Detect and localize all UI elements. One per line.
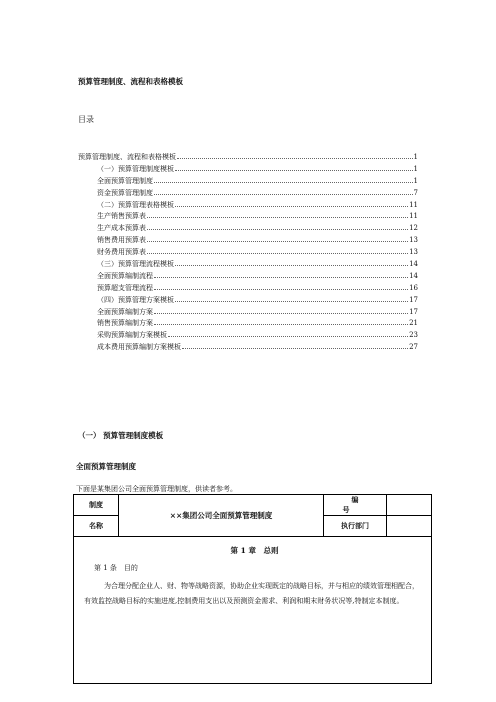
toc-entry[interactable] bbox=[78, 269, 418, 281]
toc-entry-page: 27 bbox=[409, 343, 418, 352]
toc-entry-page: 7 bbox=[413, 188, 418, 197]
toc-entry-page: 11 bbox=[409, 212, 418, 221]
toc-entry-label: 生产成本预算表 bbox=[97, 224, 146, 233]
toc-entry[interactable] bbox=[78, 221, 418, 233]
chapter-title: 第 1 章 总则 bbox=[230, 546, 279, 555]
intro-text: 下面是某集团公司全面预算管理制度，供读者参考。 bbox=[76, 485, 237, 493]
toc-entry[interactable] bbox=[78, 198, 418, 210]
toc-entry-label: 销售预算编制方案 bbox=[97, 319, 153, 328]
toc-heading: 目录 bbox=[78, 115, 94, 124]
toc-entry-page: 21 bbox=[409, 319, 418, 328]
document-title: 预算管理制度、流程和表格模板 bbox=[78, 77, 183, 86]
toc-entry-page: 23 bbox=[409, 331, 418, 340]
toc-entry-label: 预算超支管理流程 bbox=[97, 283, 153, 292]
section-heading: （一） 预算管理制度模板 bbox=[78, 431, 164, 440]
toc-entry-label: （二）预算管理表格模板 bbox=[97, 200, 174, 209]
toc-entry-label: （三）预算管理流程模板 bbox=[97, 260, 174, 269]
toc-entry[interactable] bbox=[78, 281, 418, 293]
sub-heading: 全面预算管理制度 bbox=[76, 462, 136, 471]
form-label-policy: 制度 bbox=[74, 495, 119, 516]
toc-leader-dots bbox=[154, 281, 408, 290]
toc-entry-page: 1 bbox=[413, 176, 418, 185]
toc-entry-page: 17 bbox=[409, 295, 418, 304]
toc-leader-dots bbox=[182, 340, 408, 349]
toc-entry[interactable] bbox=[78, 316, 418, 328]
article-title: 第 1 条 目的 bbox=[94, 564, 138, 572]
toc-entry-label: 销售费用预算表 bbox=[97, 236, 146, 245]
form-label-name: 名称 bbox=[74, 516, 119, 537]
toc-leader-dots bbox=[154, 174, 413, 183]
toc-entry-label: 全面预算管理制度 bbox=[97, 176, 153, 185]
policy-form-table bbox=[73, 494, 432, 684]
toc-entry-page: 13 bbox=[409, 236, 418, 245]
form-number-value[interactable] bbox=[387, 495, 432, 516]
toc-entry[interactable] bbox=[78, 293, 418, 305]
toc-entry-label: 财务费用预算表 bbox=[97, 248, 146, 257]
toc-entry[interactable] bbox=[78, 340, 418, 352]
toc-leader-dots bbox=[147, 209, 408, 218]
toc-entry-page: 14 bbox=[409, 271, 418, 280]
toc-leader-dots bbox=[154, 316, 408, 325]
form-policy-name: ××集团公司全面预算管理制度 bbox=[119, 495, 324, 537]
toc-leader-dots bbox=[168, 328, 408, 337]
toc-entry-page: 17 bbox=[409, 307, 418, 316]
toc-entry-page: 16 bbox=[409, 283, 418, 292]
toc-leader-dots bbox=[175, 257, 408, 266]
toc-entry-label: 采购预算编制方案模板 bbox=[97, 331, 167, 340]
toc-entry[interactable] bbox=[78, 257, 418, 269]
toc-entry[interactable] bbox=[78, 245, 418, 257]
toc-entry[interactable] bbox=[78, 209, 418, 221]
form-body bbox=[74, 537, 432, 684]
toc-entry-label: 资金预算管理制度 bbox=[97, 188, 153, 197]
toc-entry[interactable] bbox=[78, 162, 418, 174]
toc-leader-dots bbox=[175, 198, 408, 207]
toc-entry-label: 成本费用预算编制方案模板 bbox=[97, 343, 181, 352]
toc-entry-label: 预算管理制度、流程和表格模板 bbox=[78, 153, 176, 161]
toc-entry-label: （四）预算管理方案模板 bbox=[97, 295, 174, 304]
toc-entry[interactable] bbox=[78, 233, 418, 245]
toc-leader-dots bbox=[147, 221, 408, 230]
toc-entry-label: 生产销售预算表 bbox=[97, 212, 146, 221]
toc-entry[interactable] bbox=[78, 305, 418, 317]
toc-entry-label: （一）预算管理制度模板 bbox=[97, 164, 174, 173]
toc-entry[interactable] bbox=[78, 174, 418, 186]
article-paragraph: 为合理分配企业人、财、物等战略资源，协助企业实现既定的战略目标，并与相应的绩效管理相配合，有效监控战略目标的实施进度,控制费用支出以及预测资金需求、利润和期末财务状况等,特制定本制度。 bbox=[84, 582, 419, 605]
toc-leader-dots bbox=[147, 233, 408, 242]
toc-leader-dots bbox=[154, 269, 408, 278]
table-of-contents bbox=[78, 150, 418, 352]
toc-entry-page: 11 bbox=[409, 200, 418, 209]
toc-entry-page: 14 bbox=[409, 260, 418, 269]
toc-leader-dots bbox=[147, 245, 408, 254]
toc-leader-dots bbox=[154, 186, 413, 195]
toc-entry-label: 全面预算编制流程 bbox=[97, 271, 153, 280]
toc-leader-dots bbox=[154, 305, 408, 314]
toc-entry[interactable] bbox=[78, 328, 418, 340]
toc-leader-dots bbox=[177, 150, 413, 159]
toc-entry[interactable] bbox=[78, 150, 418, 162]
toc-entry-page: 13 bbox=[409, 248, 418, 257]
toc-leader-dots bbox=[175, 162, 413, 171]
toc-entry-page: 1 bbox=[413, 153, 418, 161]
toc-entry-page: 12 bbox=[409, 224, 418, 233]
form-dept-value[interactable] bbox=[387, 516, 432, 537]
toc-leader-dots bbox=[175, 293, 408, 302]
toc-entry-label: 全面预算编制方案 bbox=[97, 307, 153, 316]
toc-entry[interactable] bbox=[78, 186, 418, 198]
form-dept-label: 执行部门 bbox=[324, 516, 387, 537]
toc-entry-page: 1 bbox=[413, 164, 418, 173]
form-number-label: 编号 bbox=[324, 495, 387, 516]
